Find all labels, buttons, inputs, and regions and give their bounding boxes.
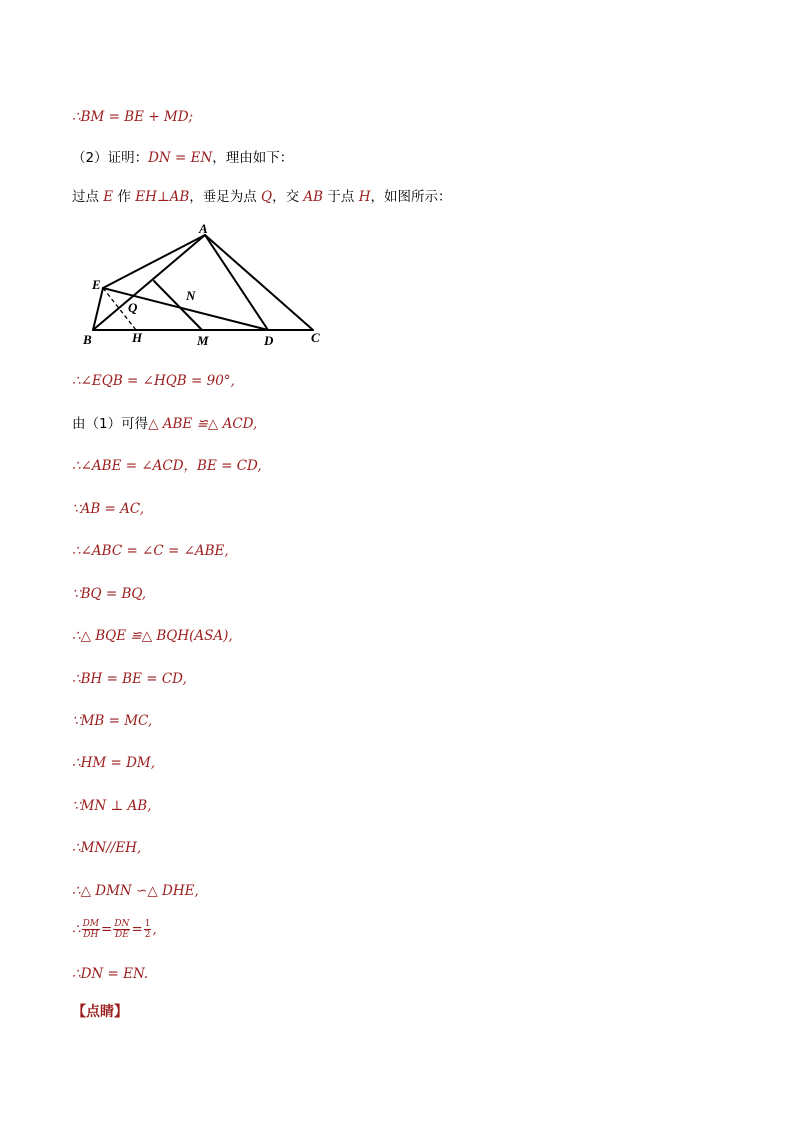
proof-line-15 bbox=[72, 838, 141, 858]
geometry-figure bbox=[78, 220, 338, 355]
fraction-denominator: DE bbox=[114, 930, 129, 940]
fraction-dm-dh bbox=[82, 919, 100, 940]
text: 作 bbox=[113, 189, 136, 205]
proof-line-16 bbox=[72, 881, 199, 901]
proof-line-8 bbox=[72, 541, 229, 561]
label-c: C bbox=[311, 330, 320, 345]
fraction-one-half bbox=[144, 919, 152, 940]
math-expression: AB bbox=[303, 189, 324, 205]
equals-sign: = bbox=[131, 921, 143, 938]
label-q: Q bbox=[128, 300, 138, 315]
equals-sign: = bbox=[101, 921, 113, 938]
math-expression: , bbox=[152, 921, 157, 938]
proof-line-2 bbox=[72, 148, 293, 168]
math-expression: ∴∠EQB = ∠HQB = 90°, bbox=[72, 373, 235, 389]
math-expression: ∴MN//EH, bbox=[72, 840, 142, 856]
math-expression: E bbox=[103, 189, 114, 205]
proof-line-12 bbox=[72, 711, 152, 731]
math-expression: ∴△ DMN ∽△ DHE, bbox=[72, 883, 199, 899]
proof-line-11 bbox=[72, 669, 187, 689]
math-expression: ∴HM = DM, bbox=[72, 755, 156, 771]
label-b: B bbox=[83, 332, 92, 347]
fraction-dn-de bbox=[113, 919, 130, 940]
label-m: M bbox=[197, 333, 209, 348]
proof-line-13 bbox=[72, 753, 155, 773]
math-expression: ∴BH = BE = CD, bbox=[72, 671, 187, 687]
text: ，垂足为点 bbox=[189, 189, 262, 205]
proof-line-10 bbox=[72, 626, 233, 646]
text: 于点 bbox=[323, 189, 359, 205]
math-expression: ∴△ BQE ≌△ BQH(ASA), bbox=[72, 628, 233, 644]
math-expression: △ ABE ≌△ ACD, bbox=[148, 416, 258, 432]
proof-line-3 bbox=[72, 187, 451, 207]
math-expression: ∴∠ABC = ∠C = ∠ABE, bbox=[72, 543, 229, 559]
fraction-numerator: DN bbox=[114, 919, 130, 929]
math-expression: H bbox=[358, 189, 371, 205]
proof-line-9 bbox=[72, 584, 146, 604]
fraction-denominator: DH bbox=[83, 930, 99, 940]
text: ，理由如下： bbox=[212, 150, 294, 166]
text: 过点 bbox=[72, 189, 104, 205]
math-expression: ∵MB = MC, bbox=[72, 713, 153, 729]
math-expression: DN = EN bbox=[148, 150, 213, 166]
label-e: E bbox=[92, 277, 101, 292]
fraction-denominator: 2 bbox=[144, 930, 151, 940]
math-expression: Q bbox=[261, 189, 273, 205]
proof-line-14 bbox=[72, 796, 151, 816]
proof-line-17 bbox=[72, 919, 157, 940]
text: 由（1）可得 bbox=[72, 416, 149, 432]
proof-line-5 bbox=[72, 414, 257, 434]
proof-line-6 bbox=[72, 456, 262, 476]
math-expression: ∴∠ABE = ∠ACD，BE = CD, bbox=[72, 458, 262, 474]
label-a: A bbox=[199, 221, 208, 236]
fraction-numerator: DM bbox=[82, 919, 100, 929]
math-expression: ∴ bbox=[72, 921, 81, 938]
math-expression: ∵AB = AC, bbox=[72, 501, 145, 517]
math-expression: ∴DN = EN. bbox=[72, 966, 149, 982]
math-expression: ∵MN ⊥ AB, bbox=[72, 798, 152, 814]
proof-line-7 bbox=[72, 499, 144, 519]
section-heading-dianjing: 【点睛】 bbox=[72, 1004, 128, 1020]
label-d: D bbox=[264, 333, 274, 348]
math-expression: EH⊥AB bbox=[135, 189, 190, 205]
proof-line-19 bbox=[72, 1002, 128, 1022]
math-expression: ∵BQ = BQ, bbox=[72, 586, 147, 602]
text: ，如图所示： bbox=[370, 189, 452, 205]
proof-line-18 bbox=[72, 964, 148, 984]
proof-line-4 bbox=[72, 371, 235, 391]
section-heading: （2）证明： bbox=[72, 150, 149, 166]
math-expression: ∴BM = BE + MD; bbox=[72, 109, 194, 125]
text: ，交 bbox=[272, 189, 304, 205]
proof-line-1 bbox=[72, 107, 193, 127]
fraction-numerator: 1 bbox=[144, 919, 151, 929]
label-h: H bbox=[132, 330, 143, 345]
label-n: N bbox=[186, 288, 196, 303]
